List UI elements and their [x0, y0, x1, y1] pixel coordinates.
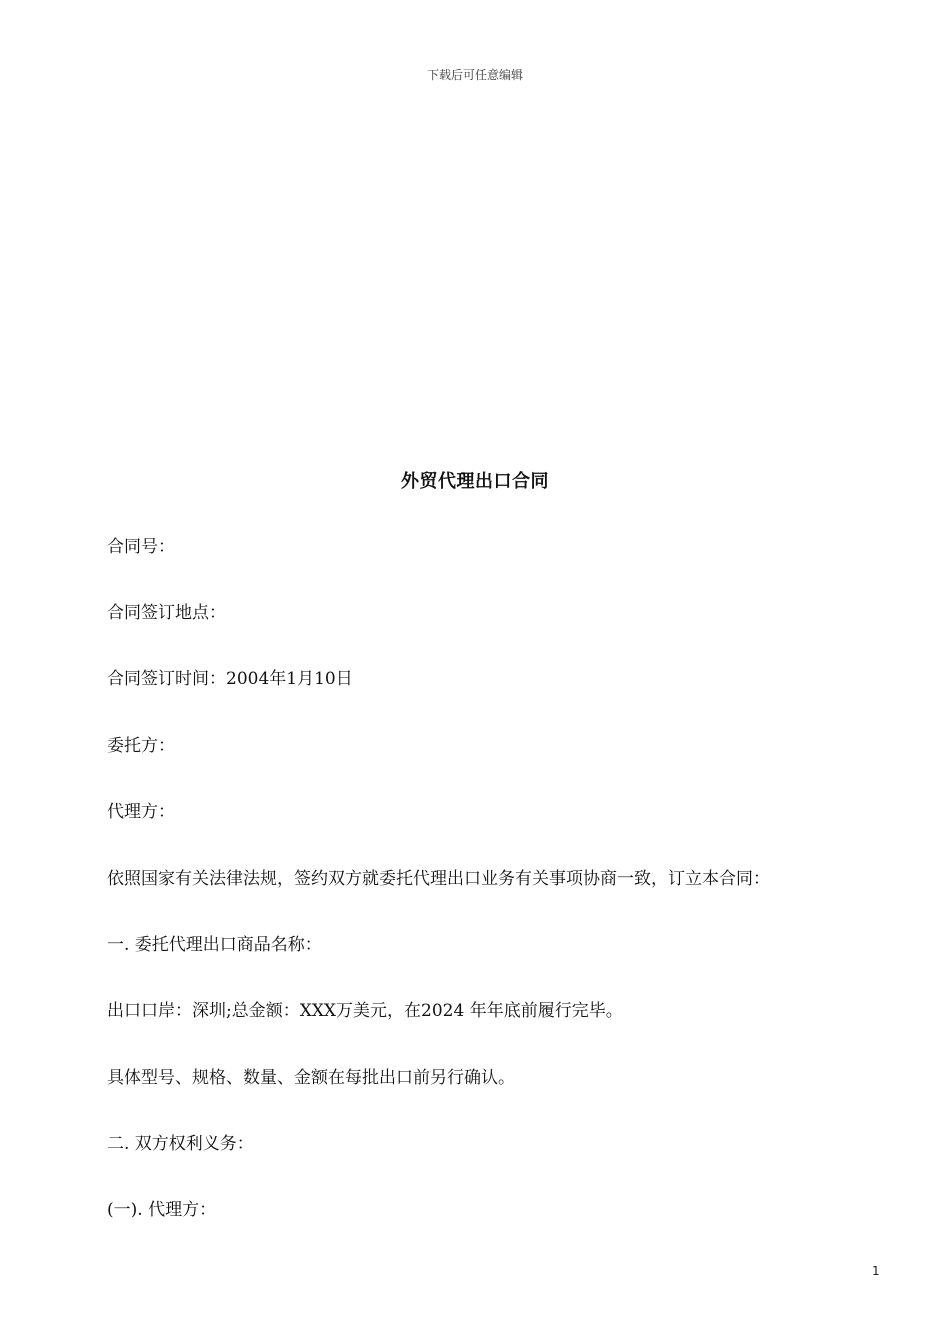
agent-line: 代理方：	[107, 802, 175, 822]
signing-time-line: 合同签订时间：2004年1月10日	[107, 669, 353, 689]
subsection-agent-heading: (一). 代理方：	[107, 1200, 217, 1220]
export-port-line: 出口口岸：深圳;总金额：XXX万美元，在2024 年年底前履行完毕。	[107, 1001, 623, 1021]
contract-number-line: 合同号：	[107, 537, 175, 557]
document-title: 外贸代理出口合同	[401, 471, 549, 492]
header-note: 下载后可任意编辑	[426, 68, 523, 82]
principal-line: 委托方：	[107, 736, 175, 756]
signing-place-line: 合同签订地点：	[107, 603, 226, 623]
section-one-heading: 一. 委托代理出口商品名称：	[107, 935, 322, 955]
preamble-paragraph: 依照国家有关法律法规，签约双方就委托代理出口业务有关事项协商一致，订立本合同：	[107, 869, 770, 889]
section-two-heading: 二. 双方权利义务：	[107, 1134, 254, 1154]
page-number: 1	[872, 1264, 880, 1278]
specification-line: 具体型号、规格、数量、金额在每批出口前另行确认。	[107, 1068, 515, 1088]
